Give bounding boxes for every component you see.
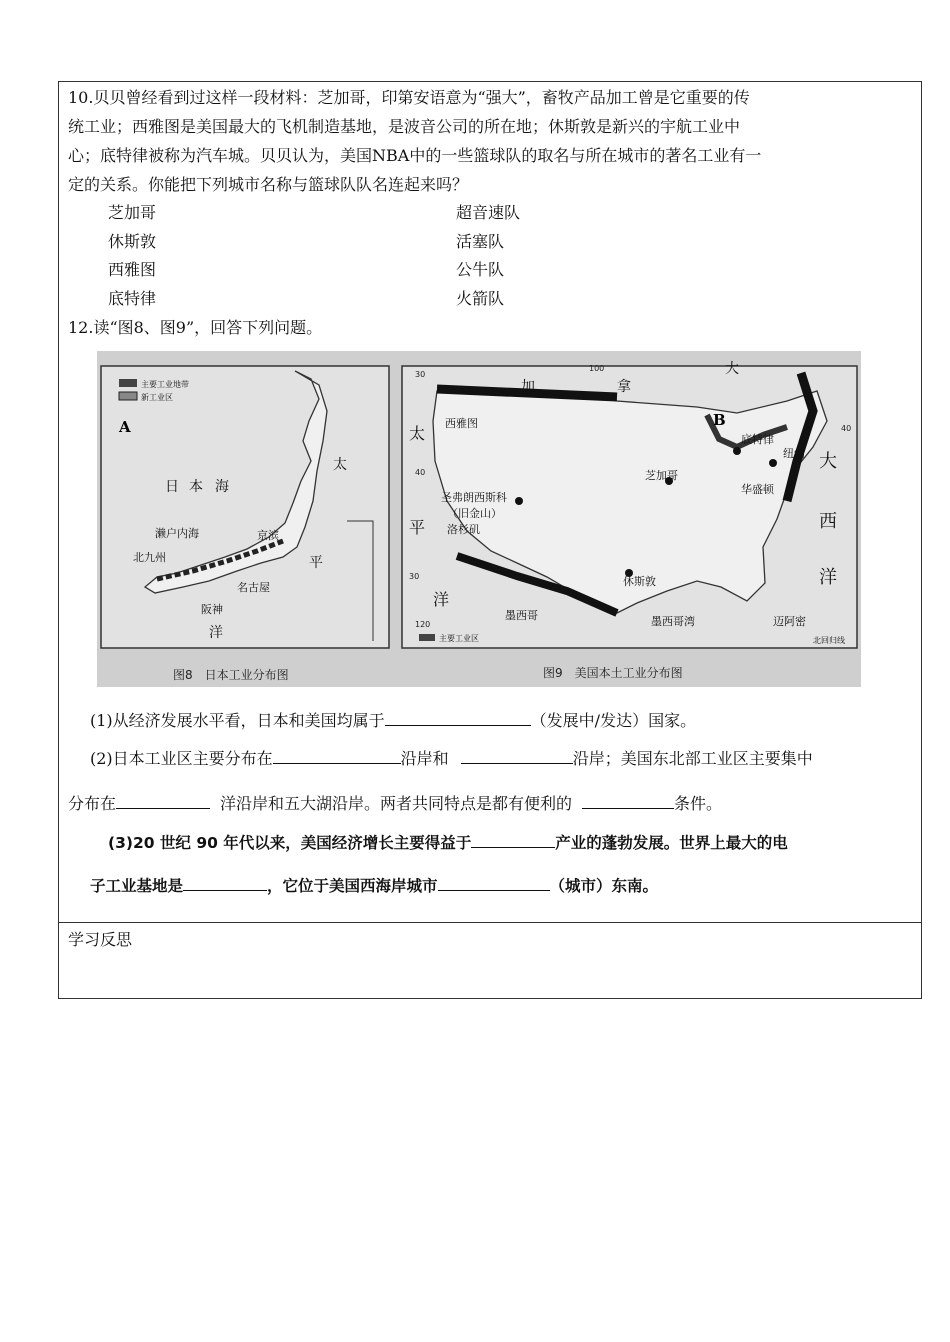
q10-line-3: 心；底特律被称为汽车城。贝贝认为，美国NBA中的一些篮球队的取名与所在城市的著名工业有一 xyxy=(68,146,762,165)
marker-a: A xyxy=(119,418,131,436)
japan-sea-char: 日 xyxy=(165,479,179,495)
team-item: 活塞队 xyxy=(456,232,505,251)
atlantic-char: 大 xyxy=(819,451,837,472)
canada-char: 拿 xyxy=(617,379,631,395)
maps-figure xyxy=(97,351,861,687)
tropic-label: 北回归线 xyxy=(813,636,845,645)
legend-swatch-new xyxy=(119,392,137,400)
city-item: 芝加哥 xyxy=(108,203,157,222)
q12-sub2-text: 沿岸和 xyxy=(400,749,449,768)
city-item: 西雅图 xyxy=(108,260,157,279)
japan-sea-char: 本 xyxy=(189,479,203,495)
tick-label: 40 xyxy=(415,468,426,477)
tick-label: 100 xyxy=(589,364,605,373)
city-dot xyxy=(769,459,777,467)
q12-sub3-text: (3)20 世纪 90 年代以来，美国经济增长主要得益于 xyxy=(108,834,472,852)
place-label: 北九州 xyxy=(133,551,166,564)
usa-pacific-char: 太 xyxy=(409,424,426,443)
japan-legend-2: 新工业区 xyxy=(141,393,173,402)
table-divider xyxy=(58,922,922,923)
q10-line-2: 统工业；西雅图是美国最大的飞机制造基地，是波音公司的所在地；休斯敦是新兴的宇航工业中 xyxy=(68,117,741,136)
atlantic-char: 西 xyxy=(819,511,837,532)
place-label: 濑户内海 xyxy=(155,527,199,540)
answer-blank[interactable] xyxy=(385,707,531,726)
q12-sub2-line2 xyxy=(68,790,722,818)
answer-blank[interactable] xyxy=(471,829,555,848)
japan-pacific-char: 太 xyxy=(333,457,347,473)
usa-city-label: （旧金山） xyxy=(447,507,502,520)
usa-city-label: 圣弗朗西斯科 xyxy=(441,491,507,504)
place-label: 名古屋 xyxy=(237,581,270,594)
usa-city-label: 芝加哥 xyxy=(645,469,678,482)
q12-sub3-text: 子工业基地是 xyxy=(90,877,184,895)
figure-9-caption: 图9 美国本土工业分布图 xyxy=(543,666,683,680)
canada-char: 加 xyxy=(521,379,535,395)
q12-sub2-line1 xyxy=(90,745,813,773)
city-dot xyxy=(515,497,523,505)
tick-label: 120 xyxy=(415,620,431,629)
japan-pacific-char: 洋 xyxy=(209,625,223,641)
q12-sub3-text: ，它位于美国西海岸城市 xyxy=(267,877,438,895)
q12-sub1 xyxy=(90,707,696,735)
usa-city-label: 西雅图 xyxy=(445,417,478,430)
answer-blank[interactable] xyxy=(273,745,401,764)
q12-intro: 12.读“图8、图9”，回答下列问题。 xyxy=(68,318,323,337)
usa-city-label: 墨西哥 xyxy=(505,609,538,622)
japan-map-panel xyxy=(101,366,389,648)
usa-city-label: 华盛顿 xyxy=(741,483,774,496)
japan-sea-char: 海 xyxy=(215,479,229,495)
team-item: 超音速队 xyxy=(456,203,521,222)
city-dot xyxy=(733,447,741,455)
usa-city-label: 纽约 xyxy=(783,447,805,460)
tick-label: 30 xyxy=(409,572,420,581)
atlantic-char: 洋 xyxy=(819,567,837,588)
place-label: 阪神 xyxy=(201,603,223,616)
q12-sub2-text: 沿岸；美国东北部工业区主要集中 xyxy=(572,749,813,768)
q10-line-1: 10.贝贝曾经看到过这样一段材料：芝加哥，印第安语意为“强大”，畜牧产品加工曾是它重要的传 xyxy=(68,88,750,107)
reflection-area[interactable] xyxy=(68,958,914,994)
japan-legend-1: 主要工业地带 xyxy=(141,380,189,389)
usa-pacific-char: 洋 xyxy=(433,590,450,609)
usa-city-label: 迈阿密 xyxy=(773,615,806,628)
q12-sub3-line2 xyxy=(90,872,658,900)
q12-sub2-text: 分布在 xyxy=(68,794,117,813)
q12-sub1-tail: （发展中/发达）国家。 xyxy=(530,711,697,730)
place-label: 京滨 xyxy=(257,529,279,542)
marker-b: B xyxy=(713,411,726,429)
q12-sub3-text: 产业的蓬勃发展。世界上最大的电 xyxy=(555,834,788,852)
usa-city-label: 休斯敦 xyxy=(623,575,656,588)
usa-city-label: 底特律 xyxy=(741,433,774,446)
q12-sub3-text: （城市）东南。 xyxy=(549,877,659,895)
japan-pacific-char: 平 xyxy=(309,555,323,571)
answer-blank[interactable] xyxy=(461,745,573,764)
city-item: 休斯敦 xyxy=(108,232,157,251)
q10-line-4: 定的关系。你能把下列城市名称与篮球队队名连起来吗？ xyxy=(68,175,469,194)
city-item: 底特律 xyxy=(108,289,157,308)
answer-blank[interactable] xyxy=(438,872,550,891)
q12-sub2-text: (2)日本工业区主要分布在 xyxy=(90,749,273,768)
usa-city-label: 洛杉矶 xyxy=(447,523,480,536)
tick-label: 30 xyxy=(415,370,426,379)
answer-blank[interactable] xyxy=(582,790,674,809)
team-item: 火箭队 xyxy=(456,289,505,308)
q12-sub3-line1 xyxy=(108,829,788,857)
usa-pacific-char: 平 xyxy=(409,518,426,537)
reflection-heading: 学习反思 xyxy=(68,930,133,949)
usa-city-label: 墨西哥湾 xyxy=(651,615,695,628)
figure-8-caption: 图8 日本工业分布图 xyxy=(173,668,289,682)
q12-sub2-text: 条件。 xyxy=(674,794,723,813)
answer-blank[interactable] xyxy=(116,790,210,809)
legend-swatch-main xyxy=(119,379,137,387)
q12-sub1-text: (1)从经济发展水平看，日本和美国均属于 xyxy=(90,711,385,730)
maps-svg xyxy=(97,351,861,687)
answer-blank[interactable] xyxy=(183,872,267,891)
usa-legend-swatch xyxy=(419,634,435,641)
q12-sub2-text: 洋沿岸和五大湖沿岸。两者共同特点是都有便利的 xyxy=(220,794,573,813)
team-item: 公牛队 xyxy=(456,260,505,279)
usa-legend: 主要工业区 xyxy=(439,634,479,643)
tick-label: 40 xyxy=(841,424,852,433)
canada-char: 大 xyxy=(725,361,739,377)
